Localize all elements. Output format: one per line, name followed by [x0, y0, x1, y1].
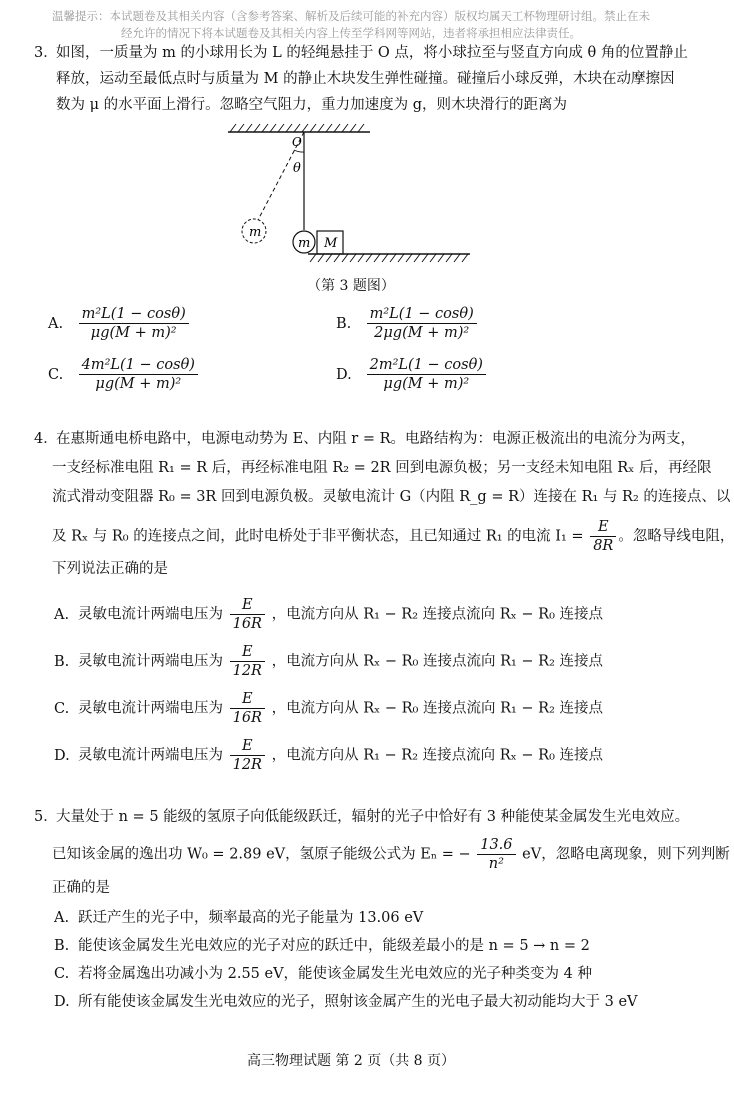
- q4-option-d[interactable]: D. 灵敏电流计两端电压为 $\frac{E}{12R}$ ，电流方向从 R₁ − R₂ 连接点流向 Rₓ − R₀ 连接点: [54, 738, 604, 773]
- voltage-fraction: $\frac{E}{12R}$: [230, 643, 265, 680]
- page-footer: 高三物理试题 第 2 页（共 8 页）: [246, 1053, 456, 1069]
- option-fraction: $\frac{\text{m²L(1 − cosθ)}}{\text{μg(M + m)²}}$: [79, 305, 189, 342]
- question-5: [34, 802, 730, 903]
- q3-line-3: 数为 μ 的水平面上滑行。忽略空气阻力，重力加速度为 g，则木块滑行的距离为: [56, 97, 568, 113]
- q3-line-2: 释放，运动至最低点时与质量为 M 的静止木块发生弹性碰撞。碰撞后小球反弹，木块在动摩擦因: [56, 71, 675, 87]
- pendulum-figure: [220, 120, 480, 270]
- q3-option-b[interactable]: [336, 305, 479, 342]
- copyright-notice: [0, 8, 702, 42]
- o-label: O: [292, 135, 302, 149]
- dashed-ball-label: m: [249, 225, 262, 240]
- q5-option-a[interactable]: A. 跃迁产生的光子中，频率最高的光子能量为 13.06 eV: [54, 910, 424, 926]
- question-number: 4．: [34, 431, 58, 447]
- q4-line-2: 一支经标准电阻 R₁ = R 后，再经标准电阻 R₂ = 2R 回到电源负极；另一支经未知电阻 Rₓ 后，再经限: [52, 460, 712, 476]
- option-label: C.: [48, 366, 64, 383]
- option-fraction: $\frac{\text{2m²L(1 − cosθ)}}{\text{μg(M + m)²}}$: [367, 356, 486, 393]
- q5-line-3: 正确的是: [52, 880, 110, 896]
- q4-line-5: 下列说法正确的是: [52, 561, 168, 577]
- block-label: M: [324, 236, 338, 251]
- voltage-fraction: $\frac{E}{16R}$: [230, 690, 265, 727]
- figure-caption: （第 3 题图）: [307, 278, 395, 294]
- angle-arc: [294, 150, 304, 152]
- q5-option-d[interactable]: D. 所有能使该金属发生光电效应的光子，照射该金属产生的光电子最大初动能均大于 3 eV: [54, 994, 638, 1010]
- option-fraction: $\frac{\text{m²L(1 − cosθ)}}{\text{2μg(M + m)²}}$: [367, 305, 477, 342]
- q5-line-2: 已知该金属的逸出功 W₀ = 2.89 eV，氢原子能级公式为 Eₙ = − $\frac{13.6}{\text{n²}}$ eV，忽略电离现象，则下列判断: [52, 837, 730, 872]
- q3-option-c[interactable]: [48, 356, 200, 393]
- q4-option-b[interactable]: B. 灵敏电流计两端电压为 $\frac{E}{12R}$ ，电流方向从 Rₓ − R₀ 连接点流向 R₁ − R₂ 连接点: [54, 644, 604, 679]
- question-number: 3．: [34, 45, 58, 61]
- q5-option-c[interactable]: C. 若将金属逸出功减小为 2.55 eV，能使该金属发生光电效应的光子种类变为 4 种: [54, 966, 592, 982]
- notice-line-1: 温馨提示：本试题卷及其相关内容（含参考答案、解析及后续可能的补充内容）版权均属天工杯物理研讨组。禁止在未: [52, 9, 650, 23]
- question-3: [34, 40, 688, 118]
- q5-option-b[interactable]: B. 能使该金属发生光电效应的光子对应的跃迁中，能级差最小的是 n = 5 → n = 2: [54, 938, 590, 954]
- q4-line-4: 及 Rₓ 与 R₀ 的连接点之间，此时电桥处于非平衡状态，且已知通过 R₁ 的电流 I₁ = $\frac{E}{8R}$ 。忽略导线电阻，: [52, 519, 734, 554]
- voltage-fraction: $\frac{E}{16R}$: [230, 596, 265, 633]
- q4-line-3: 流式滑动变阻器 R₀ = 3R 回到电源负极。灵敏电流计 G（内阻 R_g = R）连接在 R₁ 与 R₂ 的连接点、以: [52, 489, 731, 505]
- question-number: 5．: [34, 809, 58, 825]
- ball-label: m: [298, 236, 311, 251]
- theta-label: θ: [293, 161, 301, 176]
- option-label: D.: [336, 366, 352, 383]
- question-4: [34, 425, 734, 584]
- energy-fraction: $\frac{13.6}{\text{n²}}$: [477, 836, 515, 873]
- q4-line-1: 在惠斯通电桥电路中，电源电动势为 E、内阻 r = R。电路结构为：电源正极流出的电流分为两支，: [56, 431, 696, 447]
- notice-line-2: 经允许的情况下将本试题卷及其相关内容上传至学科网等网站，违者将承担相应法律责任。: [121, 26, 581, 40]
- q3-option-a[interactable]: [48, 305, 191, 342]
- q3-option-d[interactable]: [336, 356, 488, 393]
- voltage-fraction: $\frac{E}{12R}$: [230, 737, 265, 774]
- q4-option-a[interactable]: A. 灵敏电流计两端电压为 $\frac{E}{16R}$ ，电流方向从 R₁ − R₂ 连接点流向 Rₓ − R₀ 连接点: [54, 597, 604, 632]
- option-label: A.: [48, 315, 64, 332]
- option-label: B.: [336, 315, 352, 332]
- floor-hatch: [310, 254, 468, 262]
- ceiling-hatch: [230, 124, 364, 132]
- q4-option-c[interactable]: C. 灵敏电流计两端电压为 $\frac{E}{16R}$ ，电流方向从 Rₓ − R₀ 连接点流向 R₁ − R₂ 连接点: [54, 691, 604, 726]
- q3-line-1: 如图，一质量为 m 的小球用长为 L 的轻绳悬挂于 O 点，将小球拉至与竖直方向成 θ 角的位置静止: [56, 45, 688, 61]
- current-fraction: $\frac{E}{8R}$: [590, 518, 616, 555]
- q5-line-1: 大量处于 n = 5 能级的氢原子向低能级跃迁，辐射的光子中恰好有 3 种能使某金属发生光电效应。: [56, 809, 690, 825]
- option-fraction: $\frac{\text{4m²L(1 − cosθ)}}{\text{μg(M + m)²}}$: [79, 356, 198, 393]
